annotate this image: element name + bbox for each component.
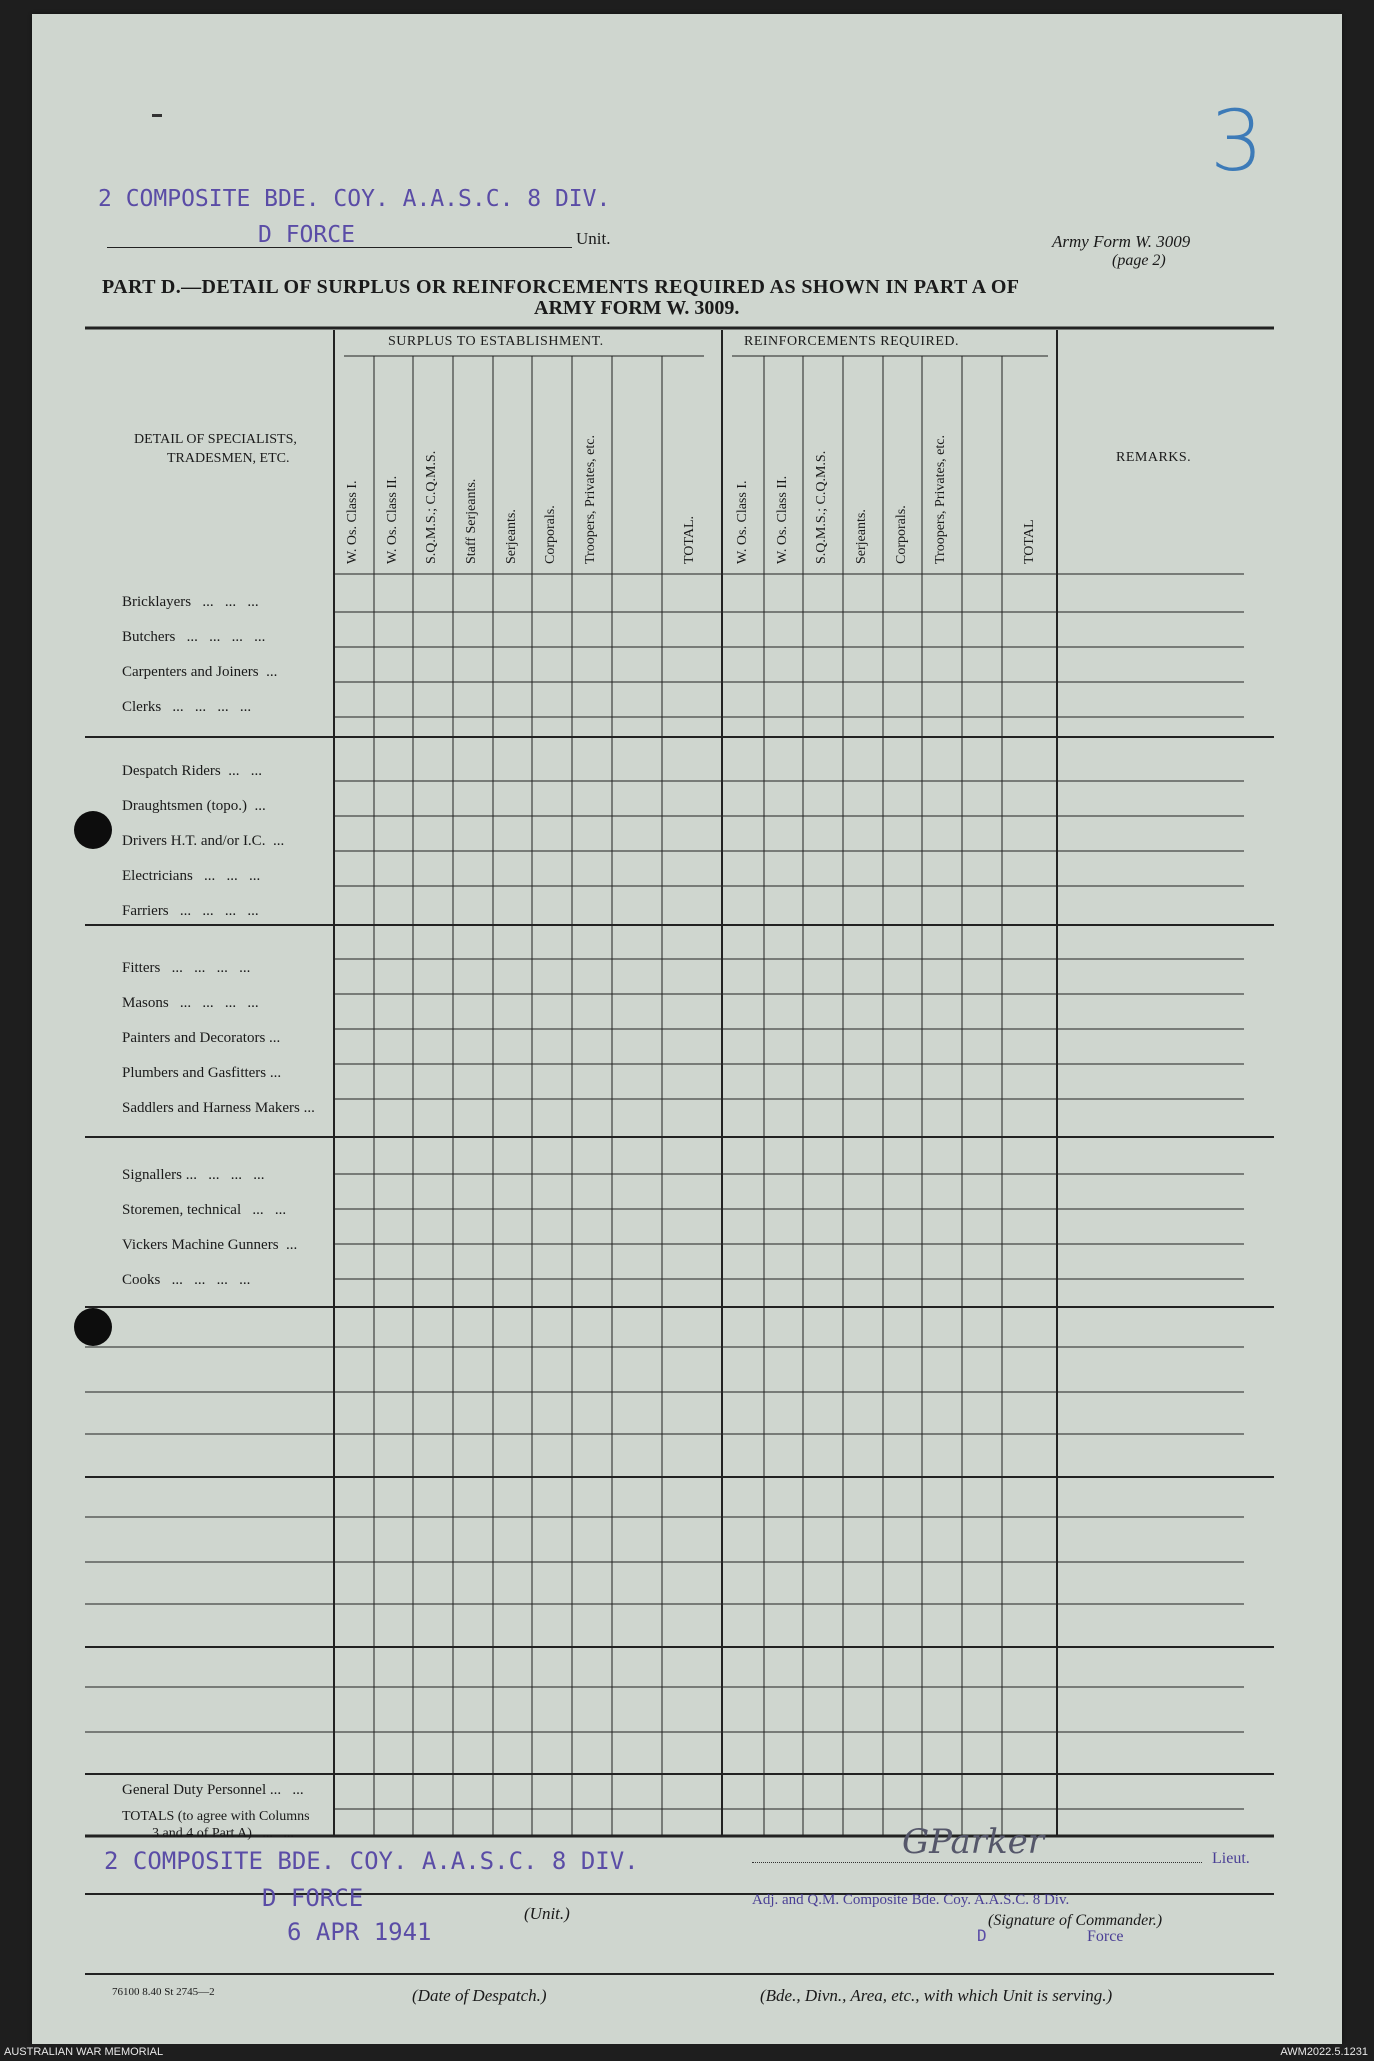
reinf-col-total: TOTAL <box>1022 519 1037 564</box>
row-label-draughtsmen: Draughtsmen (topo.) ... <box>122 798 266 814</box>
reinf-col-wo1: W. Os. Class I. <box>735 480 750 564</box>
row-label-vickers: Vickers Machine Gunners ... <box>122 1237 298 1253</box>
row-label-signallers: Signallers ... ... ... ... <box>122 1167 265 1183</box>
row-label-despatch-riders: Despatch Riders ... ... <box>122 763 262 779</box>
surplus-col-serjeants: Serjeants. <box>504 509 519 564</box>
force-stamp-top: D FORCE <box>258 222 355 248</box>
row-label-butchers: Butchers ... ... ... ... <box>122 629 266 645</box>
reinf-col-troopers: Troopers, Privates, etc. <box>933 435 948 564</box>
row-label-bricklayers: Bricklayers ... ... ... <box>122 594 259 610</box>
punch-hole-lower <box>74 1308 112 1346</box>
date-stamp: 6 APR 1941 <box>287 1918 432 1946</box>
handwritten-page-number: 3 <box>1210 92 1264 190</box>
row-label-drivers: Drivers H.T. and/or I.C. ... <box>122 833 285 849</box>
force-label: Force <box>1087 1928 1124 1945</box>
reinf-col-corporals: Corporals. <box>894 505 909 564</box>
row-label-cooks: Cooks ... ... ... ... <box>122 1272 251 1288</box>
reinf-col-wo2: W. Os. Class II. <box>775 475 790 564</box>
surplus-header: SURPLUS TO ESTABLISHMENT. <box>388 334 604 349</box>
appointment-stamp: Adj. and Q.M. Composite Bde. Coy. A.A.S.C. 8 Div. <box>752 1892 1070 1908</box>
commander-signature: GParker <box>902 1822 1045 1862</box>
punch-hole-upper <box>74 811 112 849</box>
row-label-clerks: Clerks ... ... ... ... <box>122 699 252 715</box>
signature-label: (Signature of Commander.) <box>988 1912 1163 1929</box>
reinf-col-serjeants: Serjeants. <box>854 509 869 564</box>
detail-header-line1: DETAIL OF SPECIALISTS, <box>134 432 297 447</box>
row-label-fitters: Fitters ... ... ... ... <box>122 960 251 976</box>
unit-stamp-top: 2 COMPOSITE BDE. COY. A.A.S.C. 8 DIV. <box>98 186 611 212</box>
form-page <box>32 14 1342 2044</box>
surplus-col-wo2: W. Os. Class II. <box>385 475 400 564</box>
row-label-storemen: Storemen, technical ... ... <box>122 1202 287 1218</box>
row-label-totals-line2: 3 and 4 of Part A) ... ... <box>152 1826 294 1841</box>
surplus-col-corporals: Corporals. <box>543 505 558 564</box>
row-label-masons: Masons ... ... ... ... <box>122 995 259 1011</box>
form-page-ref: (page 2) <box>1112 252 1166 269</box>
surplus-col-sqms: S.Q.M.S.; C.Q.M.S. <box>424 450 439 564</box>
surplus-col-wo1: W. Os. Class I. <box>345 480 360 564</box>
serving-label: (Bde., Divn., Area, etc., with which Unit is serving.) <box>760 1986 1113 2005</box>
row-label-painters: Painters and Decorators ... <box>122 1030 281 1046</box>
print-code: 76100 8.40 St 2745—2 <box>112 1986 215 1998</box>
form-title-line2: ARMY FORM W. 3009. <box>534 297 740 319</box>
row-label-carpenters: Carpenters and Joiners ... <box>122 664 278 680</box>
row-label-plumbers: Plumbers and Gasfitters ... <box>122 1065 282 1081</box>
archive-bar <box>0 2044 1374 2061</box>
row-label-general-duty: General Duty Personnel ... ... <box>122 1782 304 1798</box>
row-label-saddlers: Saddlers and Harness Makers ... <box>122 1100 315 1116</box>
form-title-line1: PART D.—DETAIL OF SURPLUS OR REINFORCEMENTS REQUIRED AS SHOWN IN PART A OF <box>102 276 1020 298</box>
archive-ref: AWM2022.5.1231 <box>1280 2046 1368 2058</box>
archive-name: AUSTRALIAN WAR MEMORIAL <box>4 2046 164 2058</box>
unit-label: Unit. <box>576 229 611 248</box>
row-label-farriers: Farriers ... ... ... ... <box>122 903 259 919</box>
unit-stamp-bottom: 2 COMPOSITE BDE. COY. A.A.S.C. 8 DIV. <box>104 1847 639 1875</box>
remarks-header: REMARKS. <box>1116 450 1192 465</box>
row-label-electricians: Electricians ... ... ... <box>122 868 261 884</box>
signature-dotted-line <box>752 1862 1202 1863</box>
surplus-col-troopers: Troopers, Privates, etc. <box>583 435 598 564</box>
force-stamp-bottom: D FORCE <box>262 1884 364 1912</box>
rank-label: Lieut. <box>1212 1850 1250 1867</box>
date-label: (Date of Despatch.) <box>412 1986 547 2005</box>
reinf-col-sqms: S.Q.M.S.; C.Q.M.S. <box>814 450 829 564</box>
reinforcements-header: REINFORCEMENTS REQUIRED. <box>744 334 960 349</box>
force-stamp-signature: D <box>977 1926 987 1945</box>
unit-label-bottom: (Unit.) <box>524 1904 570 1923</box>
surplus-col-staff-serjeants: Staff Serjeants. <box>464 478 479 564</box>
surplus-col-total: TOTAL. <box>682 515 697 564</box>
form-grid <box>32 14 1342 2044</box>
detail-header-line2: TRADESMEN, ETC. <box>167 451 290 466</box>
row-label-totals-line1: TOTALS (to agree with Columns <box>122 1809 310 1824</box>
army-form-ref: Army Form W. 3009 <box>1052 232 1191 251</box>
